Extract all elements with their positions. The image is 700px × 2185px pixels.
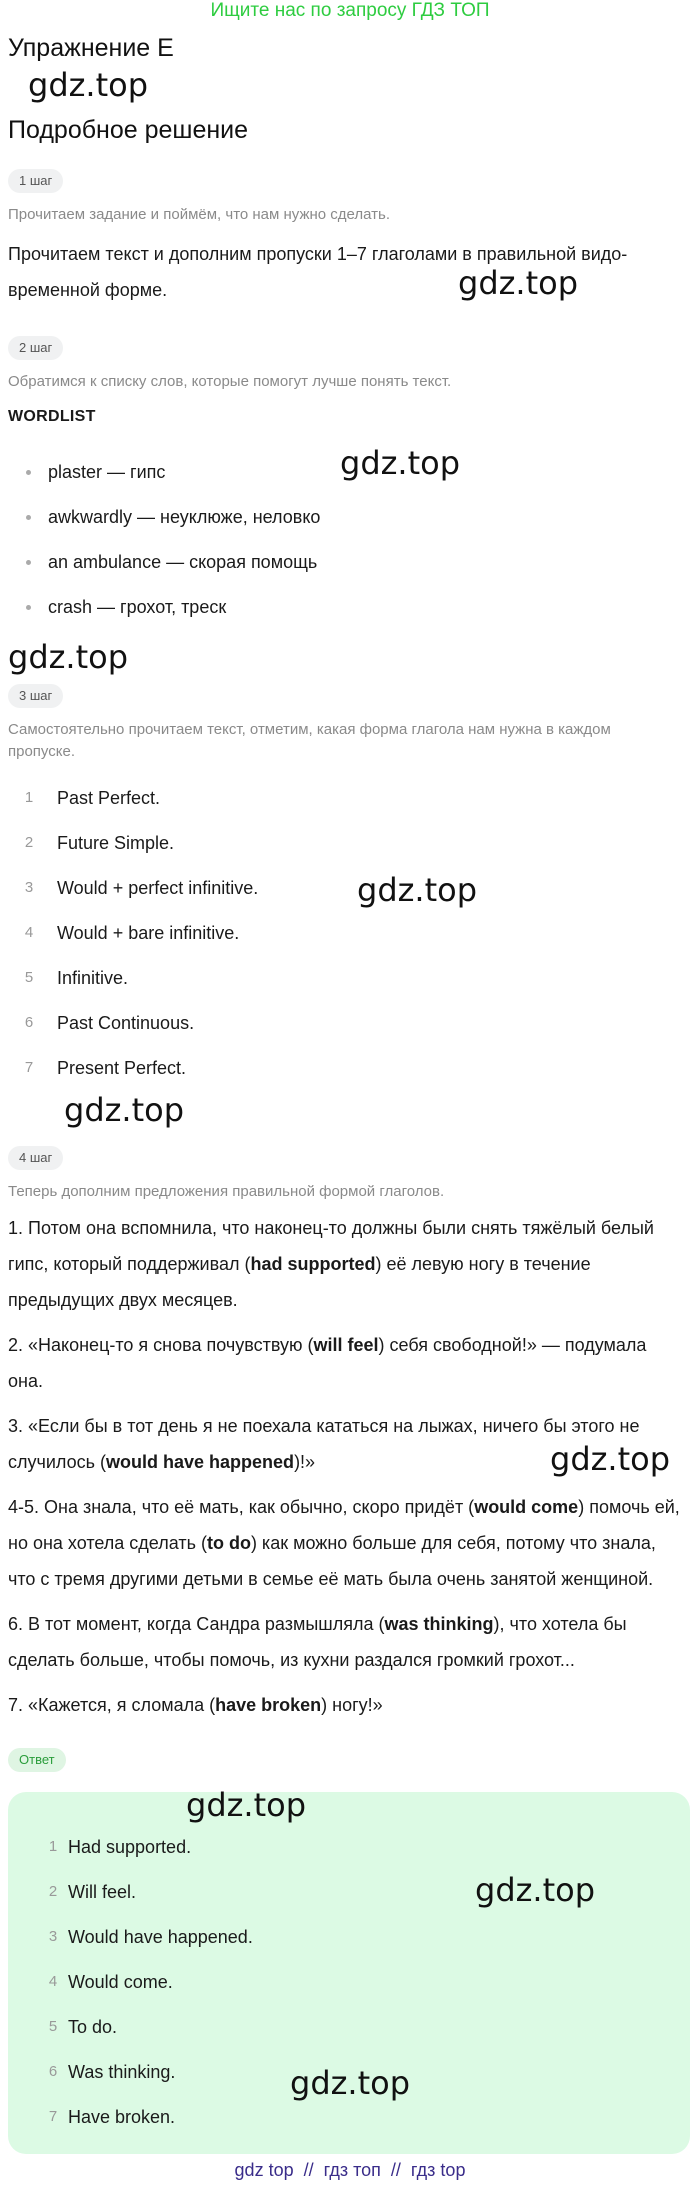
answer-item: 4 Would come. — [48, 1972, 173, 1992]
search-banner[interactable]: Ищите нас по запросу ГДЗ ТОП — [210, 0, 490, 21]
answer-item: 7 Have broken. — [48, 2107, 176, 2127]
watermark: gdz.top — [186, 1786, 307, 1824]
answer-badge: Ответ — [8, 1748, 66, 1772]
watermark: gdz.top — [8, 638, 129, 676]
sentence-line: 7. «Кажется, я сломала (have broken) ногу!» — [8, 1695, 383, 1715]
form-item: 4 Would + bare infinitive. — [24, 923, 240, 943]
step-4-badge: 4 шаг — [8, 1146, 63, 1170]
form-item: 3 Would + perfect infinitive. — [24, 878, 259, 898]
watermark: gdz.top — [290, 2064, 411, 2102]
form-item: 6 Past Continuous. — [24, 1013, 195, 1033]
bullet-icon — [26, 605, 31, 610]
sentence-line: но она хотела сделать (to do) как можно больше для себя, потому что знала, — [8, 1533, 656, 1553]
step-1-badge: 1 шаг — [8, 169, 63, 193]
sentence-line: 4-5. Она знала, что её мать, как обычно, скоро придёт (would come) помочь ей, — [8, 1497, 680, 1517]
exercise-title: Упражнение E — [8, 34, 174, 62]
answer-verb: have broken — [215, 1695, 322, 1715]
answer-verb: would have happened — [106, 1452, 295, 1472]
step-2-hint: Обратимся к списку слов, которые помогут лучше понять текст. — [8, 373, 452, 390]
sentence-line: предыдущих двух месяцев. — [8, 1290, 238, 1310]
step-3-hint-line-1: Самостоятельно прочитаем текст, отметим, какая форма глагола нам нужна в каждом — [8, 721, 611, 738]
form-item: 5 Infinitive. — [24, 968, 129, 988]
answer-verb: would come — [474, 1497, 579, 1517]
bullet-icon — [26, 470, 31, 475]
answer-item: 5 To do. — [48, 2017, 118, 2037]
wordlist-title: WORDLIST — [8, 408, 96, 425]
watermark: gdz.top — [458, 264, 579, 302]
watermark: gdz.top — [550, 1440, 671, 1478]
step-3-badge: 3 шаг — [8, 684, 63, 708]
form-item: 2 Future Simple. — [24, 833, 175, 853]
answer-item: 2 Will feel. — [48, 1882, 137, 1902]
wordlist-item: crash — грохот, треск — [26, 592, 666, 622]
bullet-icon — [26, 560, 31, 565]
sentence-line: 2. «Наконец-то я снова почувствую (will feel) себя свободной!» — подумала — [8, 1335, 647, 1355]
step-3-hint-line-2: пропуске. — [8, 743, 76, 760]
answer-verb: had supported — [250, 1254, 376, 1274]
watermark: gdz.top — [475, 1871, 596, 1909]
watermark: gdz.top — [64, 1091, 185, 1129]
form-item: 7 Present Perfect. — [24, 1058, 187, 1078]
wordlist-item: awkwardly — неуклюже, неловко — [26, 502, 666, 532]
footer-links[interactable]: gdz top // гдз топ // гдз top — [234, 2160, 466, 2180]
sentence-line: что с тремя другими детьми в семье её мать была очень занятой женщиной. — [8, 1569, 654, 1589]
sentence-line: 1. Потом она вспомнила, что наконец-то должны были снять тяжёлый белый — [8, 1218, 654, 1238]
answer-verb: was thinking — [384, 1614, 494, 1634]
step-1-text-line-1: Прочитаем текст и дополним пропуски 1–7 глаголами в правильной видо- — [8, 244, 628, 264]
solution-heading: Подробное решение — [8, 116, 249, 144]
bullet-icon — [26, 515, 31, 520]
sentence-line: случилось (would have happened)!» — [8, 1452, 316, 1472]
step-1-text-line-2: временной форме. — [8, 280, 168, 300]
watermark: gdz.top — [340, 444, 461, 482]
answer-verb: to do — [206, 1533, 251, 1553]
watermark: gdz.top — [28, 66, 149, 104]
form-item: 1 Past Perfect. — [24, 788, 161, 808]
sentence-line: гипс, который поддерживал (had supported) её левую ногу в течение — [8, 1254, 591, 1274]
step-4-hint: Теперь дополним предложения правильной формой глаголов. — [8, 1183, 445, 1200]
answer-item: 3 Would have happened. — [48, 1927, 253, 1947]
wordlist-item: plaster — гипс — [26, 457, 666, 487]
wordlist-item: an ambulance — скорая помощь — [26, 547, 666, 577]
sentence-line: 6. В тот момент, когда Сандра размышляла (was thinking), что хотела бы — [8, 1614, 627, 1634]
step-2-badge: 2 шаг — [8, 336, 63, 360]
sentence-line: 3. «Если бы в тот день я не поехала кататься на лыжах, ничего бы этого не — [8, 1416, 640, 1436]
sentence-line: сделать больше, чтобы помочь, из кухни раздался громкий грохот... — [8, 1650, 575, 1670]
watermark: gdz.top — [357, 871, 478, 909]
sentence-line: она. — [8, 1371, 43, 1391]
answer-verb: will feel — [313, 1335, 379, 1355]
answer-item: 1 Had supported. — [48, 1837, 192, 1857]
step-1-hint: Прочитаем задание и поймём, что нам нужно сделать. — [8, 206, 391, 223]
answer-item: 6 Was thinking. — [48, 2062, 176, 2082]
